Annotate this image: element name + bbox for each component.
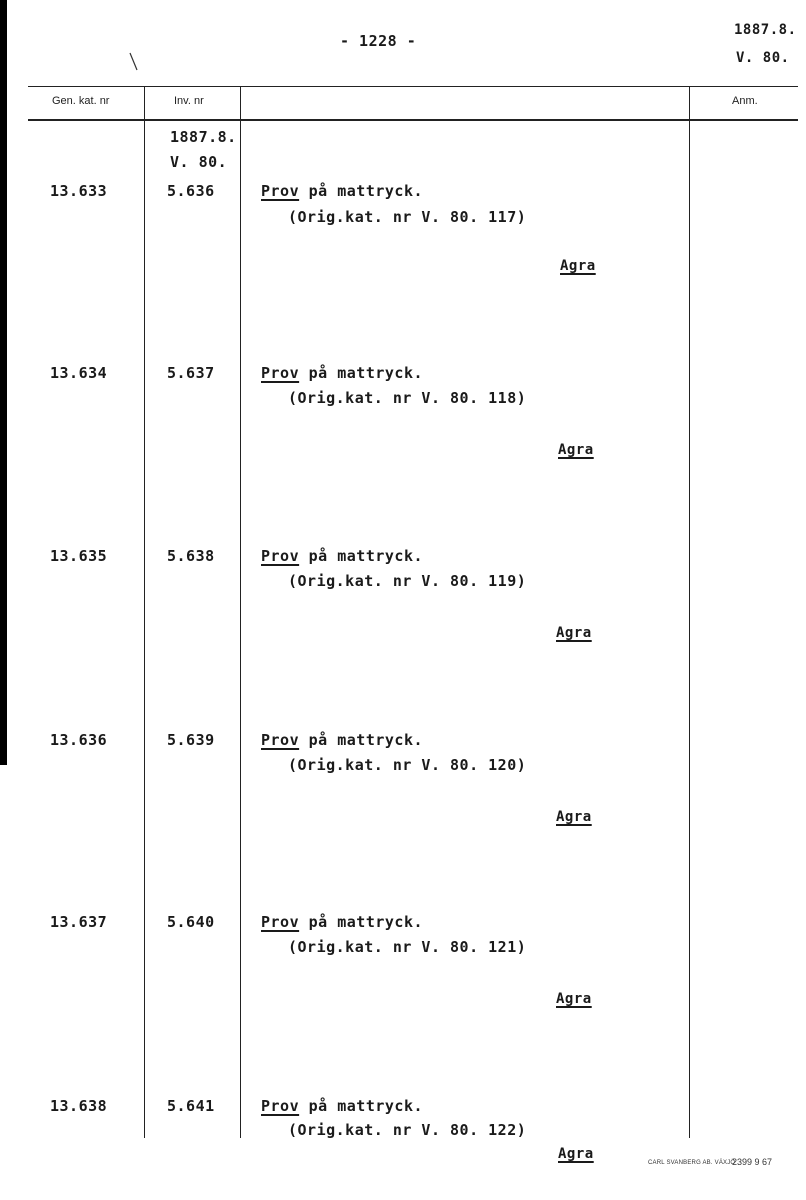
prov-word: Prov <box>261 913 300 931</box>
maker-name: Agra <box>556 991 592 1007</box>
gen-kat-number: 13.634 <box>50 364 108 382</box>
gen-kat-number: 13.633 <box>50 182 108 200</box>
top-right-line2: V. 80. <box>736 50 790 66</box>
inv-number: 5.639 <box>167 731 215 749</box>
entry-desc: på mattryck. <box>308 182 424 200</box>
column-divider-3 <box>689 86 690 1138</box>
orig-kat-ref: (Orig.kat. nr V. 80. 122) <box>288 1121 527 1139</box>
inv-number: 5.638 <box>167 547 215 565</box>
orig-kat-ref: (Orig.kat. nr V. 80. 119) <box>288 572 527 590</box>
entry-line1 <box>261 182 423 200</box>
orig-kat-ref: (Orig.kat. nr V. 80. 120) <box>288 756 527 774</box>
entry-desc: på mattryck. <box>308 1097 424 1115</box>
maker-name: Agra <box>558 1146 594 1162</box>
binding-bar <box>0 0 7 765</box>
entry-line1 <box>261 913 423 931</box>
prov-word: Prov <box>261 1097 300 1115</box>
gen-kat-number: 13.637 <box>50 913 108 931</box>
top-right-line1: 1887.8. <box>734 22 797 38</box>
maker-name: Agra <box>556 625 592 641</box>
column-divider-2 <box>240 86 241 1138</box>
entry-desc: på mattryck. <box>308 913 424 931</box>
prov-word: Prov <box>261 731 300 749</box>
entry-desc: på mattryck. <box>308 364 424 382</box>
gen-kat-number: 13.635 <box>50 547 108 565</box>
maker-name: Agra <box>560 258 596 274</box>
entry-desc: på mattryck. <box>308 547 424 565</box>
prov-word: Prov <box>261 364 300 382</box>
inv-number: 5.640 <box>167 913 215 931</box>
orig-kat-ref: (Orig.kat. nr V. 80. 117) <box>288 208 527 226</box>
entry-line1 <box>261 731 423 749</box>
maker-name: Agra <box>558 442 594 458</box>
entry-line1 <box>261 364 423 382</box>
form-number: 2399 9 67 <box>732 1157 773 1167</box>
inv-top-line2: V. 80. <box>170 153 228 171</box>
prov-word: Prov <box>261 182 300 200</box>
column-divider-1 <box>144 86 145 1138</box>
page-number: - 1228 - <box>340 32 417 50</box>
gen-kat-number: 13.638 <box>50 1097 108 1115</box>
maker-name: Agra <box>556 809 592 825</box>
gen-kat-number: 13.636 <box>50 731 108 749</box>
entry-desc: på mattryck. <box>308 731 424 749</box>
prov-word: Prov <box>261 547 300 565</box>
inv-number: 5.641 <box>167 1097 215 1115</box>
inv-top-line1: 1887.8. <box>170 128 237 146</box>
pen-mark <box>128 52 140 72</box>
orig-kat-ref: (Orig.kat. nr V. 80. 121) <box>288 938 527 956</box>
inv-number: 5.636 <box>167 182 215 200</box>
inv-number: 5.637 <box>167 364 215 382</box>
printer-imprint: CARL SVANBERG AB. VÄXJÖ <box>648 1160 736 1166</box>
header-gen-kat: Gen. kat. nr <box>52 95 110 107</box>
entry-line1 <box>261 547 423 565</box>
header-anm: Anm. <box>732 95 758 107</box>
header-inv: Inv. nr <box>174 95 204 107</box>
orig-kat-ref: (Orig.kat. nr V. 80. 118) <box>288 389 527 407</box>
entry-line1 <box>261 1097 423 1115</box>
